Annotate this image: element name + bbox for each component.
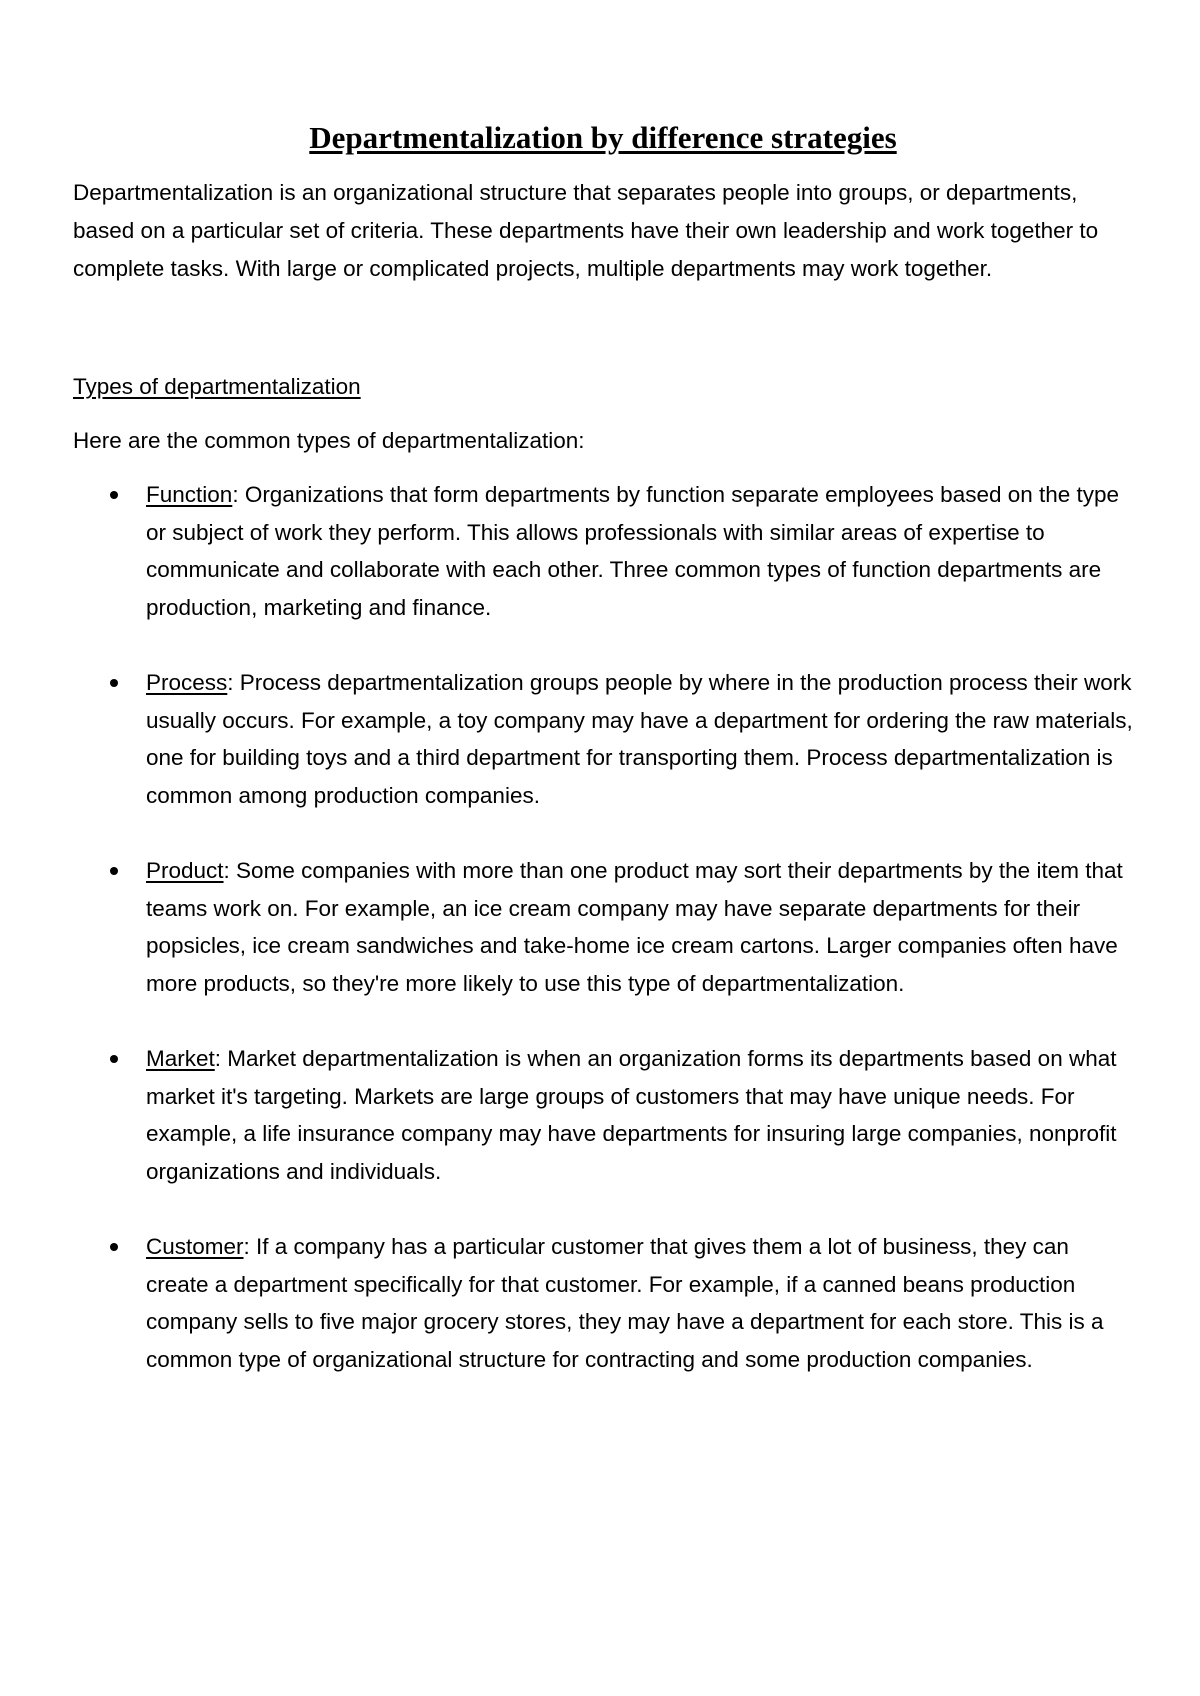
term-market: Market: [146, 1046, 215, 1072]
section-heading: Types of departmentalization: [73, 374, 361, 400]
term-function: Function: [146, 482, 233, 508]
description-product: : Some companies with more than one product may sort their departments by the item that teams work on. For example, an ice cream company may have separate departments for their popsicles, ice cream sandwiches and take-home ice cream cartons. Larger companies often have more products, so they're more likely to use this type of departmentalization.: [146, 858, 1123, 996]
bullet-icon: [110, 1243, 118, 1251]
list-item-function: [73, 476, 1133, 626]
list-item-product: [73, 852, 1133, 1002]
bullet-icon: [110, 491, 118, 499]
document-title: Departmentalization by difference strategies: [309, 120, 897, 155]
term-customer: Customer: [146, 1234, 244, 1260]
bullet-icon: [110, 867, 118, 875]
term-process: Process: [146, 670, 228, 696]
description-process: : Process departmentalization groups people by where in the production process their work usually occurs. For example, a toy company may have a department for ordering the raw materials, one for building toys and a third department for transporting them. Process departmentalization is common among production companies.: [146, 670, 1133, 808]
bullet-icon: [110, 679, 118, 687]
bullet-icon: [110, 1055, 118, 1063]
list-item-customer: [73, 1228, 1133, 1378]
description-customer: : If a company has a particular customer that gives them a lot of business, they can create a department specifically for that customer. For example, if a canned beans production company sells to five major grocery stores, they may have a department for each store. This is a common type of organizational structure for contracting and some production companies.: [146, 1234, 1104, 1372]
description-function: : Organizations that form departments by function separate employees based on the type or subject of work they perform. This allows professionals with similar areas of expertise to communicate and collaborate with each other. Three common types of function departments are production, marketing and finance.: [146, 482, 1120, 620]
description-market: : Market departmentalization is when an organization forms its departments based on what market it's targeting. Markets are large groups of customers that may have unique needs. For example, a life insurance company may have departments for insuring large companies, nonprofit organizations and individuals.: [146, 1046, 1117, 1184]
term-product: Product: [146, 858, 224, 884]
departmentalization-types-list: [73, 476, 1133, 1378]
intro-paragraph: Departmentalization is an organizational structure that separates people into groups, or departments, based on a particular set of criteria. These departments have their own leadership and work together to complete tasks. With large or complicated projects, multiple departments may work together.: [73, 180, 1099, 282]
list-item-market: [73, 1040, 1133, 1190]
document-page: [73, 118, 1133, 1416]
list-item-process: [73, 664, 1133, 814]
lead-in-text: Here are the common types of departmentalization:: [73, 428, 585, 454]
